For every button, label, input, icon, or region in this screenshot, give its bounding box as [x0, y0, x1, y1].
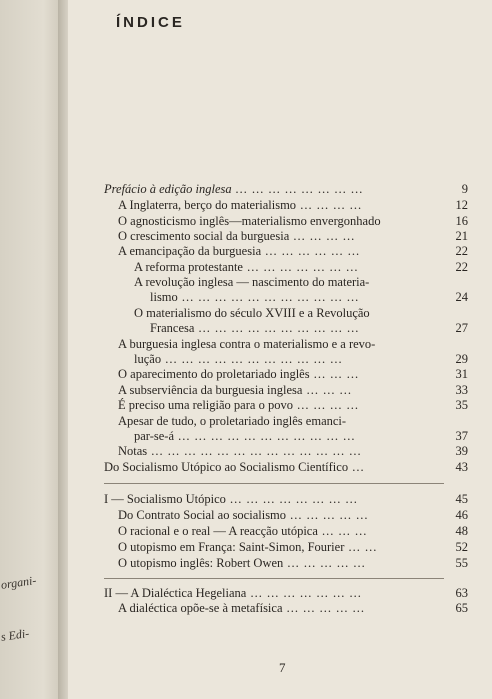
toc-section-heading: I — Socialismo Utópico ... ... ... ... ... ... ... ...	[104, 492, 358, 506]
toc-entry: A revolução inglesa — nascimento do materia-	[134, 275, 370, 289]
toc-page-number: 43	[455, 460, 468, 474]
left-page-fragment: s Edi-	[0, 626, 31, 644]
toc-page-number: 31	[455, 367, 468, 381]
toc-entry: O materialismo do século XVIII e a Revolução	[134, 306, 370, 320]
toc-page-number: 63	[455, 586, 468, 600]
toc-page-number: 65	[455, 601, 468, 615]
page-title: ÍNDICE	[116, 14, 185, 31]
toc-page-number: 22	[455, 260, 468, 274]
toc-page-number: 24	[455, 290, 468, 304]
toc-page-number: 29	[455, 352, 468, 366]
toc-entry: O crescimento social da burguesia ... ... ... ...	[118, 229, 356, 243]
toc-entry: Apesar de tudo, o proletariado inglês emanci-	[118, 414, 347, 428]
section-divider	[104, 578, 444, 579]
toc-entry: Do Socialismo Utópico ao Socialismo Científico ...	[104, 460, 365, 474]
toc-page-number: 48	[455, 524, 468, 538]
section-divider	[104, 483, 444, 484]
toc-entry: É preciso uma religião para o povo ... ... ... ...	[118, 398, 359, 412]
toc-entry-continuation: par-se-á ... ... ... ... ... ... ... ... ... ... ...	[134, 429, 356, 443]
toc-page-number: 9	[461, 182, 468, 196]
toc-page-number: 33	[455, 383, 468, 397]
toc-page-number: 52	[455, 540, 468, 554]
toc-page-number: 22	[455, 244, 468, 258]
toc-entry-continuation: lução ... ... ... ... ... ... ... ... ... ... ...	[134, 352, 343, 366]
toc-page-number: 27	[455, 321, 468, 335]
page-number: 7	[279, 660, 286, 675]
toc-entry: A emancipação da burguesia ... ... ... ... ... ...	[118, 244, 361, 258]
toc-page-number: 46	[455, 508, 468, 522]
toc-page-number: 45	[455, 492, 468, 506]
toc-entry: A subserviência da burguesia inglesa ... ... ...	[118, 383, 352, 397]
toc-page-number: 12	[455, 198, 468, 212]
toc-page-number: 16	[455, 214, 468, 228]
toc-entry: A burguesia inglesa contra o materialismo e a revo-	[118, 337, 376, 351]
toc-section-heading: II — A Dialéctica Hegeliana ... ... ... ... ... ... ...	[104, 586, 362, 600]
toc-page-number: 35	[455, 398, 468, 412]
toc-entry: A Inglaterra, berço do materialismo ... ... ... ...	[118, 198, 363, 212]
toc-entry: Prefácio à edição inglesa ... ... ... ... ... ... ... ...	[104, 182, 364, 196]
toc-entry: A reforma protestante ... ... ... ... ... ... ...	[134, 260, 359, 274]
toc-entry-continuation: lismo ... ... ... ... ... ... ... ... ... ... ...	[150, 290, 360, 304]
left-page	[0, 0, 62, 699]
toc-page-number: 55	[455, 556, 468, 570]
toc-entry-continuation: Francesa ... ... ... ... ... ... ... ... ... ...	[150, 321, 360, 335]
toc-page-number: 37	[455, 429, 468, 443]
toc-entry: A dialéctica opõe-se à metafísica ... ... ... ... ...	[118, 601, 366, 615]
toc-entry: O aparecimento do proletariado inglês ... ... ...	[118, 367, 360, 381]
toc-page-number: 21	[455, 229, 468, 243]
toc-entry: Notas ... ... ... ... ... ... ... ... ... ... ... ... ...	[118, 444, 362, 458]
toc-entry: Do Contrato Social ao socialismo ... ... ... ... ...	[118, 508, 369, 522]
toc-page-number: 39	[455, 444, 468, 458]
toc-entry: O agnosticismo inglês—materialismo envergonhado	[118, 214, 381, 228]
toc-entry: O utopismo em França: Saint-Simon, Fourier ... ...	[118, 540, 378, 554]
left-page-fragment: organi-	[0, 573, 38, 592]
toc-entry: O utopismo inglês: Robert Owen ... ... ... ... ...	[118, 556, 366, 570]
toc-entry: O racional e o real — A reacção utópica ... ... ...	[118, 524, 368, 538]
